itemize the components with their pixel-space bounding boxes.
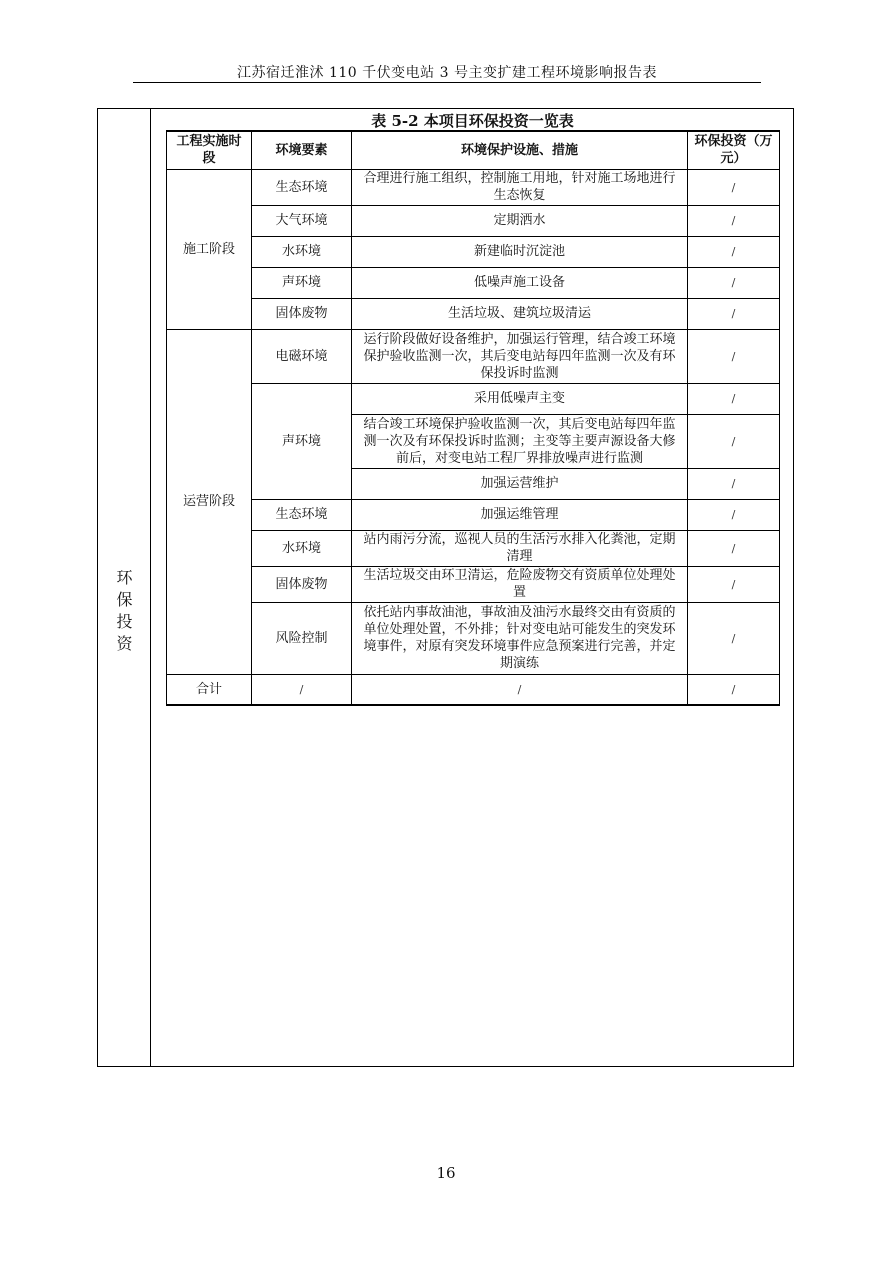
investment-cell: / [688,499,780,530]
column-header-element: 环境要素 [252,131,352,169]
measure-cell: 加强运营维护 [352,468,688,499]
total-measure-cell: / [352,674,688,705]
element-cell: 水环境 [252,530,352,566]
measure-cell: 定期洒水 [352,205,688,236]
investment-cell: / [688,298,780,329]
table-caption: 表 5-2 本项目环保投资一览表 [371,112,574,130]
table-row [167,499,780,530]
table-row [167,205,780,236]
table-row [167,602,780,674]
column-header-investment: 环保投资（万元） [688,131,780,169]
table-header-row [167,131,780,169]
page-number: 16 [436,1164,456,1182]
measure-cell: 结合竣工环境保护验收监测一次，其后变电站每四年监测一次及有环保投诉时监测；主变等主要声源设备大修前后，对变电站工程厂界排放噪声进行监测 [352,414,688,468]
investment-cell: / [688,566,780,602]
measure-cell: 生活垃圾交由环卫清运，危险废物交有资质单位处理处置 [352,566,688,602]
investment-cell: / [688,383,780,414]
column-header-phase: 工程实施时段 [167,131,252,169]
investment-cell: / [688,169,780,205]
table-row [167,169,780,205]
table-row [167,383,780,414]
table-row [167,236,780,267]
measure-cell: 新建临时沉淀池 [352,236,688,267]
investment-cell: / [688,414,780,468]
element-cell: 水环境 [252,236,352,267]
section-label: 环保投资 [116,568,133,653]
measure-cell: 低噪声施工设备 [352,267,688,298]
table-total-row [167,674,780,705]
header-rule [133,82,761,83]
element-cell: 生态环境 [252,169,352,205]
investment-cell: / [688,530,780,566]
element-cell: 电磁环境 [252,329,352,383]
measure-cell: 生活垃圾、建筑垃圾清运 [352,298,688,329]
column-header-measure: 环境保护设施、措施 [352,131,688,169]
element-cell: 声环境 [252,267,352,298]
measure-cell: 站内雨污分流，巡视人员的生活污水排入化粪池，定期清理 [352,530,688,566]
table-row [167,566,780,602]
section-label-column [98,109,151,1066]
element-cell: 生态环境 [252,499,352,530]
element-cell: 风险控制 [252,602,352,674]
element-cell: 大气环境 [252,205,352,236]
investment-cell: / [688,468,780,499]
total-element-cell: / [252,674,352,705]
measure-cell: 加强运维管理 [352,499,688,530]
investment-table [166,130,780,706]
phase-cell-operation: 运营阶段 [167,329,252,674]
measure-cell: 采用低噪声主变 [352,383,688,414]
table-row [167,329,780,383]
table-row [167,530,780,566]
total-label-cell: 合计 [167,674,252,705]
phase-cell-construction: 施工阶段 [167,169,252,329]
table-row [167,298,780,329]
investment-cell: / [688,329,780,383]
element-cell: 固体废物 [252,566,352,602]
measure-cell: 依托站内事故油池，事故油及油污水最终交由有资质的单位处理处置，不外排；针对变电站可能发生的突发环境事件，对原有突发环境事件应急预案进行完善，并定期演练 [352,602,688,674]
investment-cell: / [688,602,780,674]
document-header: 江苏宿迁淮沭 110 千伏变电站 3 号主变扩建工程环境影响报告表 [237,65,657,81]
element-cell: 声环境 [252,383,352,499]
measure-cell: 合理进行施工组织，控制施工用地，针对施工场地进行生态恢复 [352,169,688,205]
total-investment-cell: / [688,674,780,705]
investment-cell: / [688,267,780,298]
table-row [167,267,780,298]
investment-cell: / [688,236,780,267]
measure-cell: 运行阶段做好设备维护，加强运行管理，结合竣工环境保护验收监测一次，其后变电站每四年监测一次及有环保投诉时监测 [352,329,688,383]
element-cell: 固体废物 [252,298,352,329]
investment-cell: / [688,205,780,236]
